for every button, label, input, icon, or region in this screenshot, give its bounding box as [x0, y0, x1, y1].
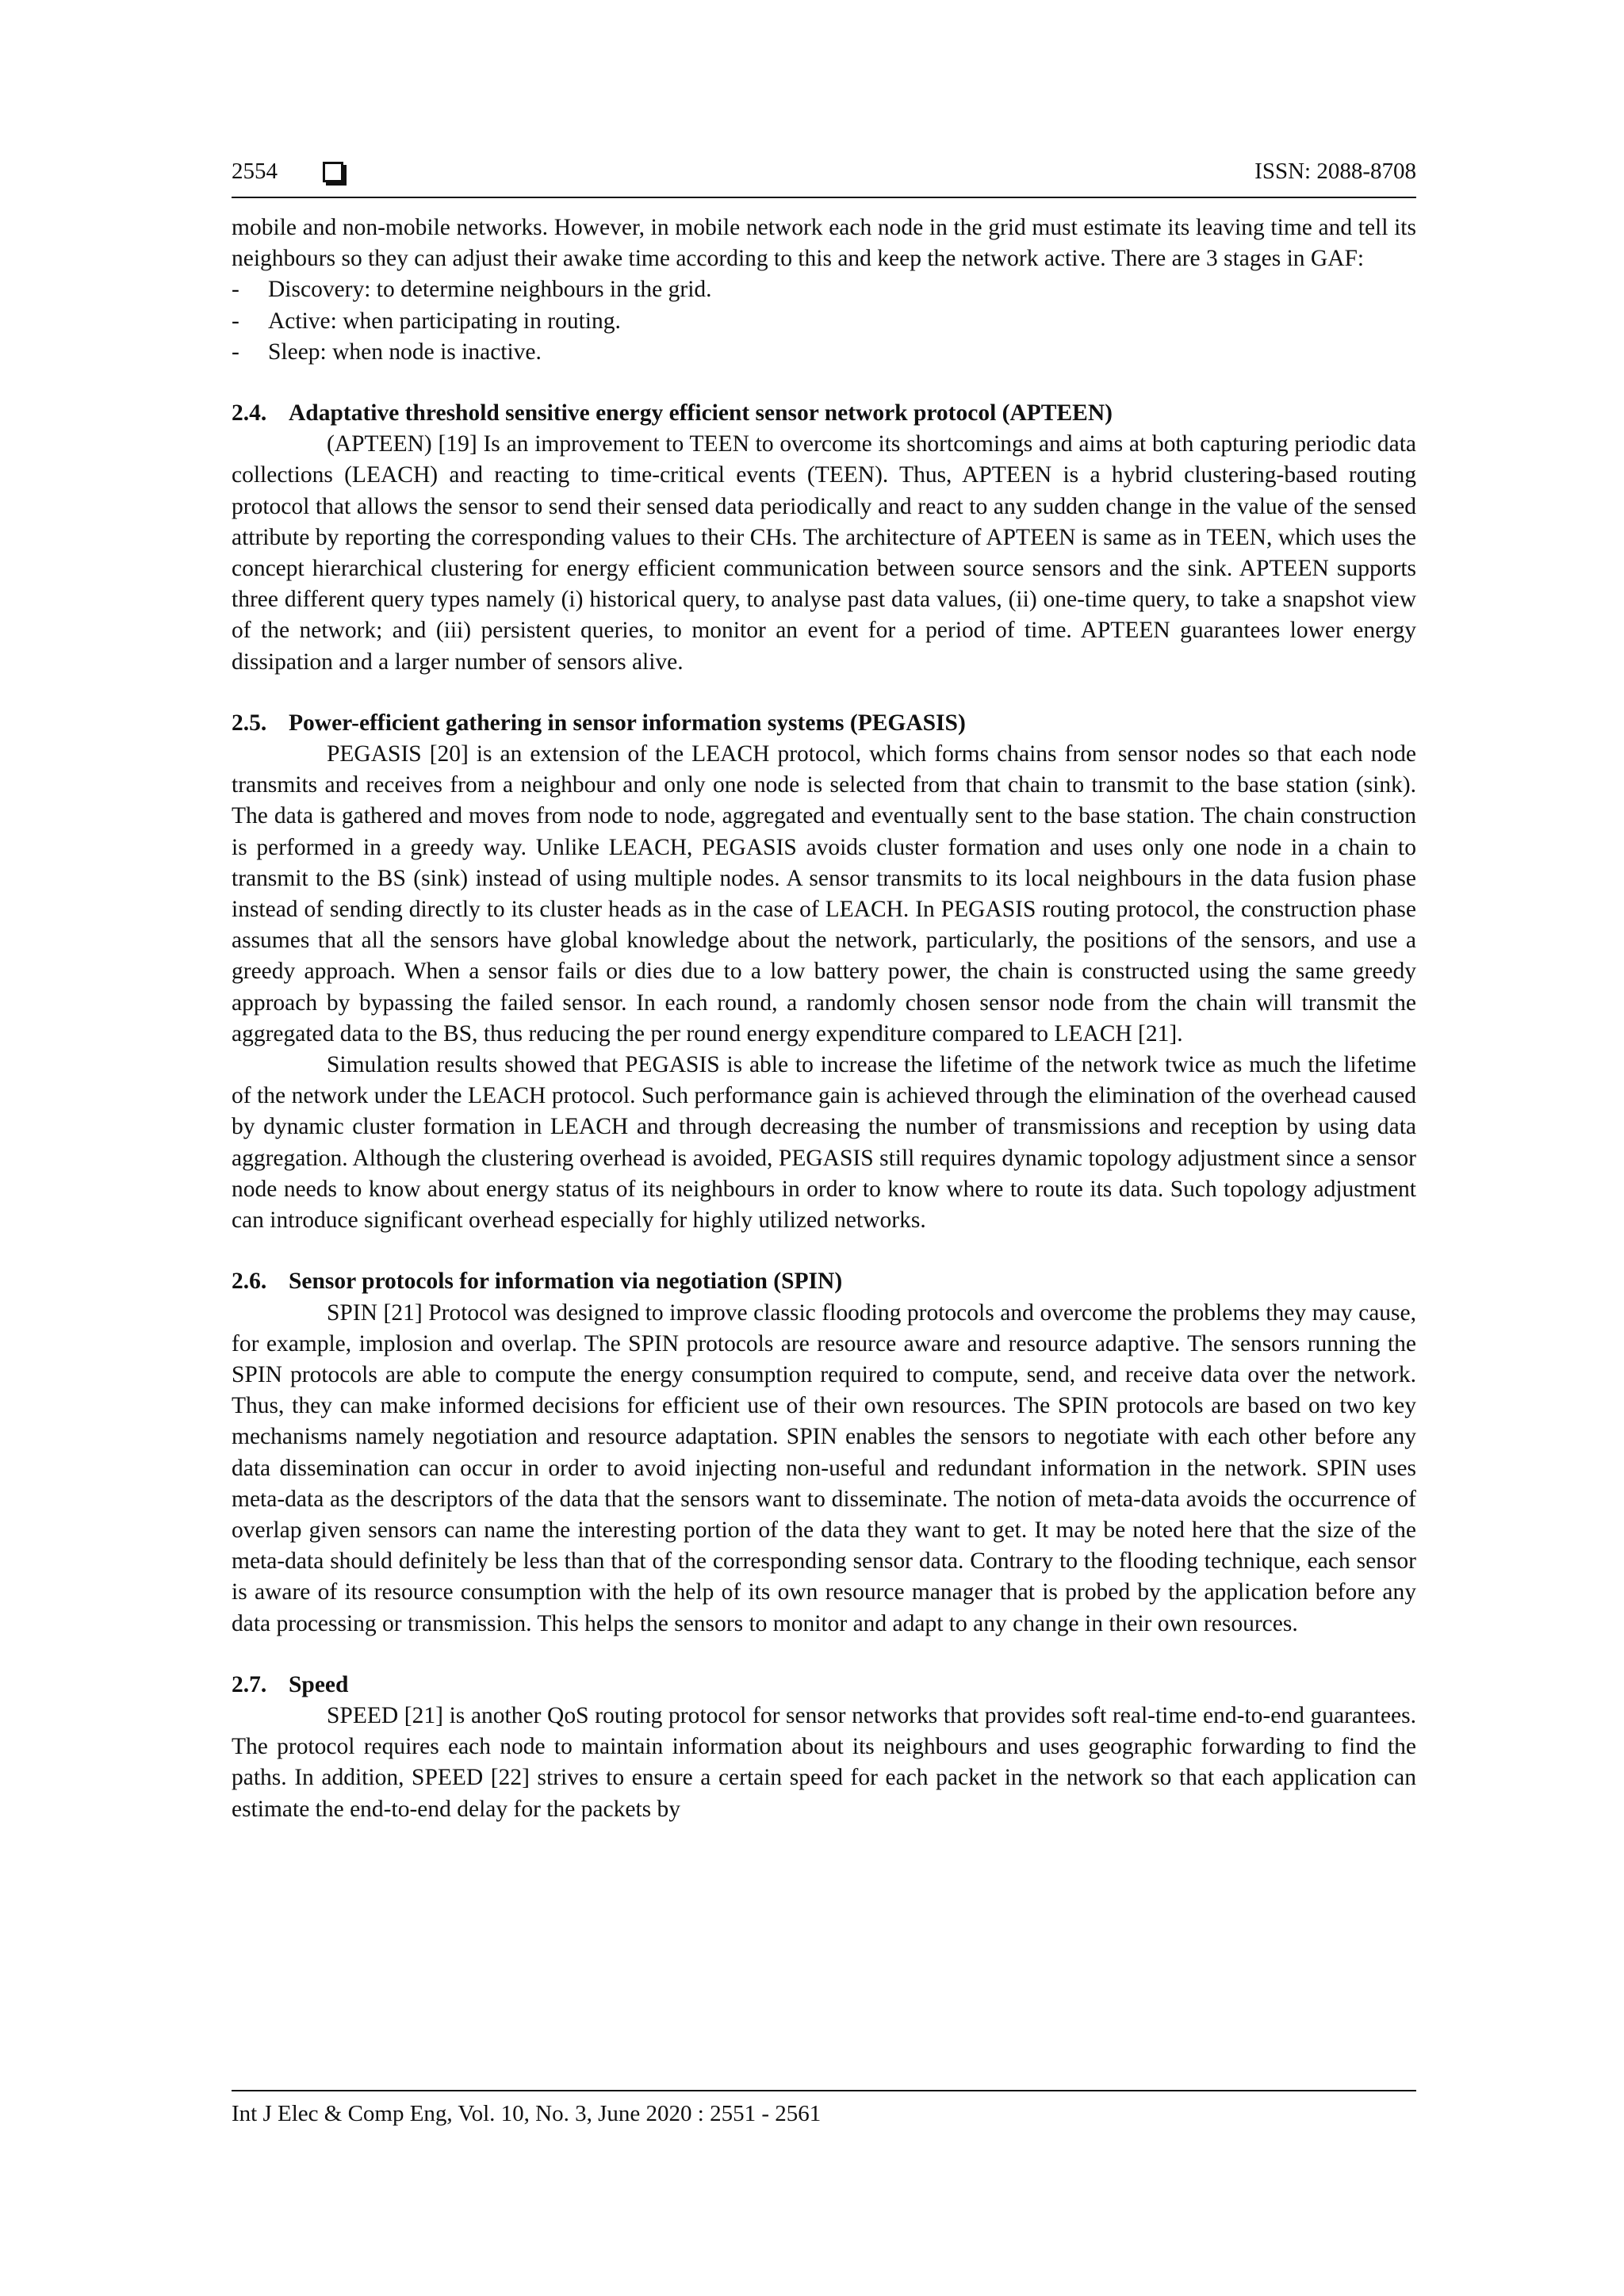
footer-divider [232, 2090, 1416, 2091]
article-body [232, 212, 1416, 1825]
section-heading-speed: 2.7. Speed [232, 1671, 349, 1697]
section-heading-pegasis: 2.5. Power-efficient gathering in sensor information systems (PEGASIS) [232, 710, 966, 736]
issn-label: ISSN: 2088-8708 [1254, 159, 1416, 184]
section-paragraph: SPEED [21] is another QoS routing protocol for sensor networks that provides soft real-time end-to-end guarantees. The protocol requires each node to maintain information about its neighbours and uses geographic forwarding to find the paths. In addition, SPEED [22] strives to ensure a certain speed for each packet in the network so that each application can estimate the end-to-end delay for the packets by [232, 1702, 1416, 1822]
section-paragraph: PEGASIS [20] is an extension of the LEACH protocol, which forms chains from sensor nodes so that each node transmits and receives from a neighbour and only one node is selected from that chain to transmit to the base station (sink). The data is gathered and moves from node to node, aggregated and eventually sent to the base station. The chain construction is performed in a greedy way. Unlike LEACH, PEGASIS avoids cluster formation and uses only one node in a chain to transmit to the BS (sink) instead of using multiple nodes. A sensor transmits to its local neighbours in the data fusion phase instead of sending directly to its cluster heads as in the case of LEACH. In PEGASIS routing protocol, the construction phase assumes that all the sensors have global knowledge about the network, particularly, the positions of the sensors, and use a greedy approach. When a sensor fails or dies due to a low battery power, the chain is constructed using the same greedy approach by bypassing the failed sensor. In each round, a randomly chosen sensor node from the chain will transmit the aggregated data to the BS, thus reducing the per round energy expenditure compared to LEACH [21]. [232, 741, 1416, 1047]
list-item: - Discovery: to determine neighbours in the grid. [232, 277, 712, 303]
journal-citation-footer: Int J Elec & Comp Eng, Vol. 10, No. 3, June 2020 : 2551 - 2561 [232, 2101, 822, 2126]
intro-paragraph: mobile and non-mobile networks. However, in mobile network each node in the grid must estimate its leaving time and tell its neighbours so they can adjust their awake time according to this and keep the network active. There are 3 stages in GAF: [232, 215, 1416, 272]
header-divider [232, 197, 1416, 198]
section-heading-spin: 2.6. Sensor protocols for information via negotiation (SPIN) [232, 1269, 843, 1295]
section-heading-apteen: 2.4. Adaptative threshold sensitive energy efficient sensor network protocol (APTEEN) [232, 400, 1113, 427]
page-number: 2554 [232, 159, 278, 184]
section-paragraph: Simulation results showed that PEGASIS is able to increase the lifetime of the network twice as much the lifetime of the network under the LEACH protocol. Such performance gain is achieved through the elimination of the overhead caused by dynamic cluster formation in LEACH and through decreasing the number of transmissions and reception by using data aggregation. Although the clustering overhead is avoided, PEGASIS still requires dynamic topology adjustment since a sensor node needs to know about energy status of its neighbours in order to know where to route its data. Such topology adjustment can introduce significant overhead especially for highly utilized networks. [232, 1052, 1416, 1234]
list-item: - Sleep: when node is inactive. [232, 339, 542, 365]
running-header [232, 152, 1416, 190]
section-paragraph: SPIN [21] Protocol was designed to improve classic flooding protocols and overcome the problems they may cause, for example, implosion and overlap. The SPIN protocols are resource aware and resource adaptive. The sensors running the SPIN protocols are able to compute the energy consumption required to compute, send, and receive data over the network. Thus, they can make informed decisions for efficient use of their own resources. The SPIN protocols are based on two key mechanisms namely negotiation and resource adaptation. SPIN enables the sensors to negotiate with each other before any data dissemination can occur in order to avoid injecting non-useful and redundant information in the network. SPIN uses meta-data as the descriptors of the data that the sensors want to disseminate. The notion of meta-data avoids the occurrence of overlap given sensors can name the interesting portion of the data they want to get. It may be noted here that the size of the meta-data should definitely be less than that of the corresponding sensor data. Contrary to the flooding technique, each sensor is aware of its resource consumption with the help of its own resource manager that is probed by the application before any data processing or transmission. This helps the sensors to monitor and adapt to any change in their own resources. [232, 1299, 1416, 1636]
section-paragraph: (APTEEN) [19] Is an improvement to TEEN to overcome its shortcomings and aims at both capturing periodic data collections (LEACH) and reacting to time-critical events (TEEN). Thus, APTEEN is a hybrid clustering-based routing protocol that allows the sensor to send their sensed data periodically and react to any sudden change in the value of the sensed attribute by reporting the corresponding values to their CHs. The architecture of APTEEN is same as in TEEN, which uses the concept hierarchical clustering for energy efficient communication between source sensors and the sink. APTEEN supports three different query types namely (i) historical query, to analyse past data values, (ii) one-time query, to take a snapshot view of the network; and (iii) persistent queries, to monitor an event for a period of time. APTEEN guarantees lower energy dissipation and a larger number of sensors alive. [232, 431, 1416, 675]
list-item: - Active: when participating in routing. [232, 308, 621, 334]
square-bullet-icon [323, 162, 343, 182]
gaf-stages-list [232, 274, 1416, 368]
